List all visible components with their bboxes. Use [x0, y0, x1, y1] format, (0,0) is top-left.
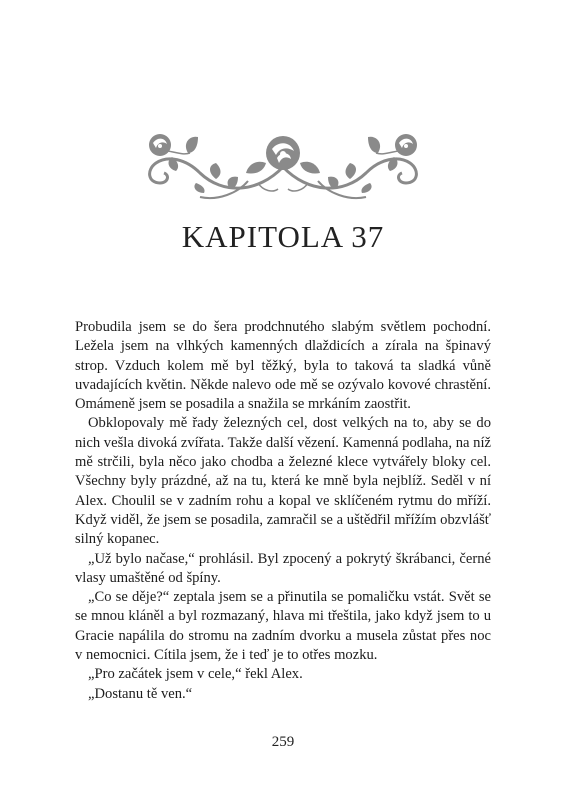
paragraph: Probudila jsem se do šera prodchnutého slabým světlem pochodní. Ležela jsem na vlhkých kamenných dlaždicích a zírala na špinavý strop. Vzduch kolem mě byl těžký, byla to taková ta sladká vůně uvadajících květin. Někde nalevo ode mě se ozývalo kovové chrastění. Omámeně jsem se posadila a snažila se mrkáním zaostřit.	[75, 319, 491, 413]
rose-vine-ornament-icon	[138, 123, 428, 205]
page-number: 259	[271, 734, 295, 750]
paragraph: „Pro začátek jsem v cele,“ řekl Alex.	[88, 666, 303, 683]
chapter-body	[75, 318, 491, 704]
paragraph: „Dostanu tě ven.“	[88, 685, 193, 702]
paragraph: Obklopovaly mě řady železných cel, dost velkých na to, aby se do nich vešla divoká zvířata. Takže další vězení. Kamenná podlaha, na níž mě strčili, byla něco jako chodba a železné klece vytvářely bloky cel. Všechny byly prázdné, až na tu, která ke mně byla nejblíž. Seděl v ní Alex. Choulil se v zadním rohu a kopal ve sklíčeném rytmu do mříží. Když viděl, že jsem se posadila, zamračil se a uštědřil mřížím obzvlášť silný kopanec.	[75, 415, 491, 548]
chapter-title: KAPITOLA 37	[181, 219, 385, 254]
paragraph: „Co se děje?“ zeptala jsem se a přinutila se pomaličku vstát. Svět se se mnou kláněl a byl rozmazaný, hlava mi třeštila, jako když jsem to u Gracie napálila do stromu na zadním dvorku a musela zůstat přes noc v nemocnici. Cítila jsem, že i teď je to otřes mozku.	[75, 589, 491, 664]
paragraph: „Už bylo načase,“ prohlásil. Byl zpocený a pokrytý škrábanci, černé vlasy umaštěné od špíny.	[75, 550, 491, 586]
